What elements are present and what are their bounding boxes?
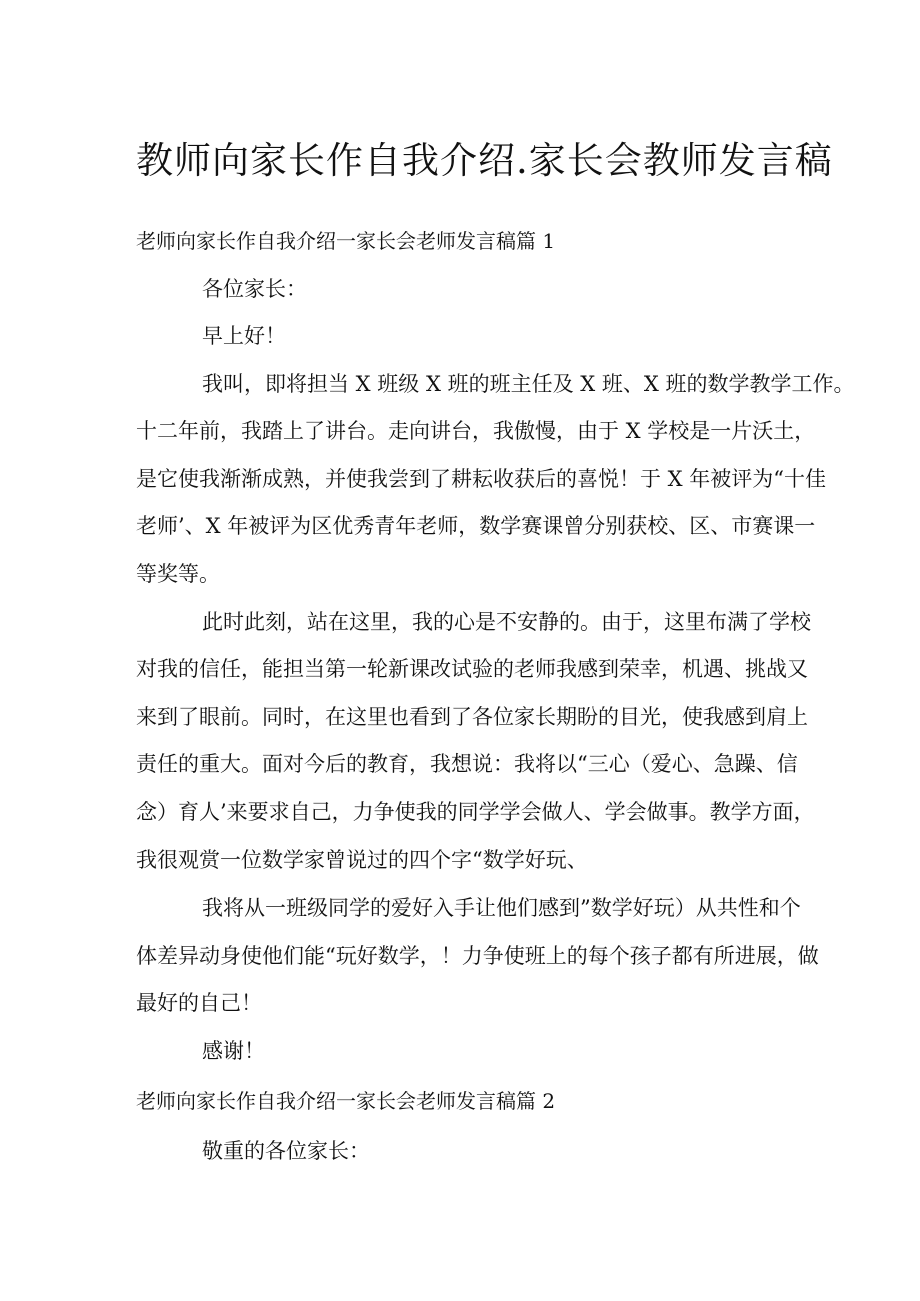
paragraph-line: 我很观赏一位数学家曾说过的四个字“数学好玩、 — [136, 848, 588, 872]
paragraph-line: 对我的信任，能担当第一轮新课改试验的老师我感到荣幸，机遇、挑战又 — [136, 657, 808, 681]
paragraph-line: 此时此刻，站在这里，我的心是不安静的。由于，这里布满了学校 — [202, 610, 811, 634]
paragraph-line: 是它使我渐渐成熟，并使我尝到了耕耘收获后的喜悦！于 X 年被评为“十佳 — [136, 467, 827, 491]
section-heading-2: 老师向家长作自我介绍一家长会老师发言稿篇 2 — [136, 1089, 556, 1113]
section-heading-1: 老师向家长作自我介绍一家长会老师发言稿篇 1 — [136, 229, 556, 253]
paragraph-line: 我叫，即将担当 X 班级 X 班的班主任及 X 班、X 班的数学教学工作。 — [202, 372, 855, 396]
paragraph-line: 体差异动身使他们能“玩好数学，！力争使班上的每个孩子都有所进展，做 — [136, 944, 819, 968]
thanks-line: 感谢！ — [202, 1039, 265, 1063]
paragraph-line: 责任的重大。面对今后的教育，我想说：我将以“三心（爱心、急躁、信 — [136, 752, 798, 776]
paragraph-line: 十二年前，我踏上了讲台。走向讲台，我傲慢，由于 X 学校是一片沃土， — [136, 419, 816, 443]
paragraph-line: 我将从一班级同学的爱好入手让他们感到”数学好玩）从共性和个 — [202, 896, 801, 920]
paragraph-line: 念）育人’来要求自己，力争使我的同学学会做人、学会做事。教学方面， — [136, 800, 815, 824]
greeting-2: 敬重的各位家长： — [202, 1139, 370, 1163]
paragraph-line: 最好的自己！ — [136, 991, 262, 1015]
paragraph-line: 老师’、X 年被评为区优秀青年老师，数学赛课曾分别获校、区、市赛课一 — [136, 514, 816, 538]
greeting-1: 各位家长： — [202, 277, 307, 301]
paragraph-line: 等奖等。 — [136, 562, 220, 586]
document-title: 教师向家长作自我介绍.家长会教师发言稿 — [136, 139, 833, 182]
morning-greeting: 早上好！ — [202, 324, 286, 348]
paragraph-line: 来到了眼前。同时，在这里也看到了各位家长期盼的目光，使我感到肩上 — [136, 705, 808, 729]
